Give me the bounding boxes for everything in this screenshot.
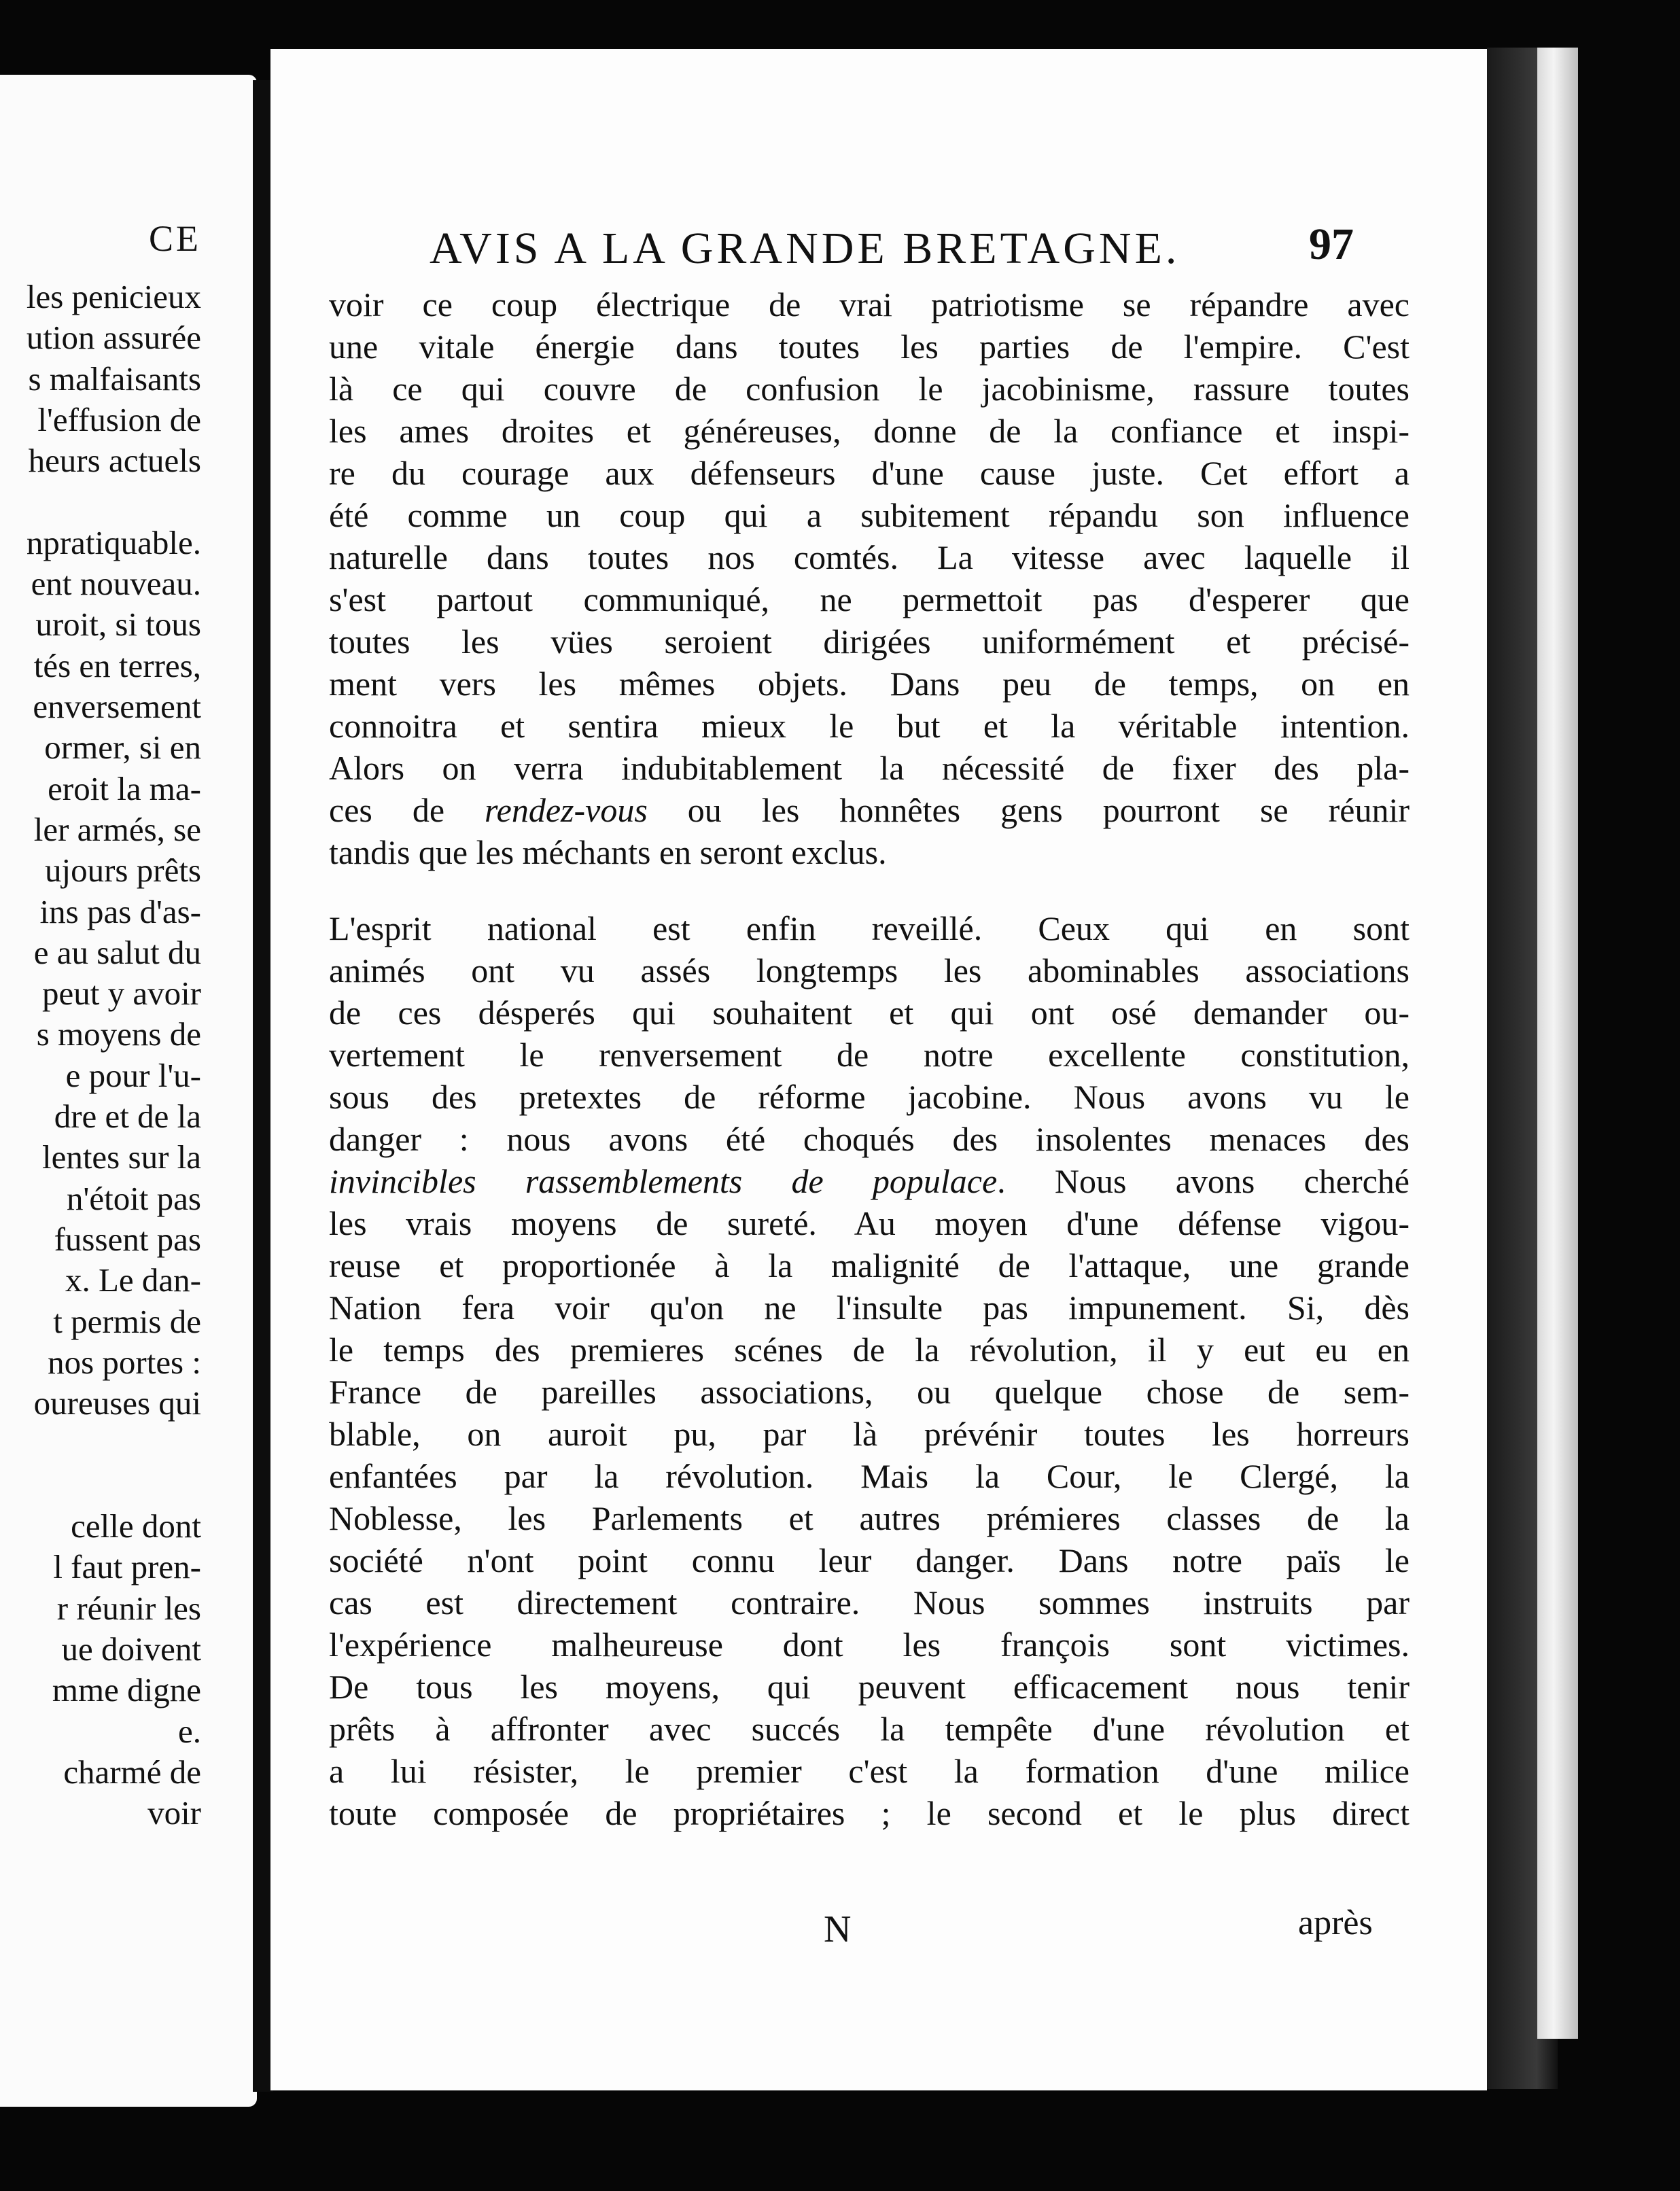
- left-page-line: s malfaisants: [28, 360, 201, 398]
- text-line: de ces désperés qui souhaitent et qui ont osé demander ou-: [329, 994, 1410, 1032]
- left-page-line: l faut pren-: [53, 1548, 201, 1586]
- text-line: L'esprit national est enfin reveillé. Ceux qui en sont: [329, 909, 1410, 947]
- text-line: cas est directement contraire. Nous sommes instruits par: [329, 1583, 1410, 1622]
- left-page-line: nos portes :: [48, 1343, 201, 1381]
- text-line: invincibles rassemblements de populace. Nous avons cherché: [329, 1162, 1410, 1200]
- italic-phrase: invincibles rassemblements de populace: [329, 1162, 998, 1200]
- left-page-line: dre et de la: [54, 1098, 201, 1135]
- left-page-line: eroit la ma-: [48, 769, 201, 807]
- left-page-line: ler armés, se: [33, 810, 201, 848]
- left-page-line: les penicieux: [26, 278, 201, 315]
- left-page-line: peut y avoir: [41, 975, 201, 1013]
- text-line: reuse et proportionée à la malignité de l'attaque, une grande: [329, 1246, 1410, 1284]
- left-page-line: heurs actuels: [28, 442, 201, 480]
- text-line: prêts à affronter avec succés la tempête d'une révolution et: [329, 1710, 1410, 1748]
- text-line: l'expérience malheureuse dont les françois sont victimes.: [329, 1626, 1410, 1664]
- left-page-line: ins pas d'as-: [39, 892, 201, 930]
- text-line: connoitra et sentira mieux le but et la véritable intention.: [329, 707, 1410, 745]
- page-block-highlight: [1537, 48, 1578, 2039]
- text-line: les ames droites et généreuses, donne de la confiance et inspi-: [329, 412, 1410, 450]
- left-page-line: s moyens de: [36, 1015, 201, 1053]
- text-line: De tous les moyens, qui peuvent efficacement nous tenir: [329, 1668, 1410, 1706]
- text-line: toutes les vües seroient dirigées uniformément et précisé-: [329, 623, 1410, 661]
- text-line: une vitale énergie dans toutes les parties de l'empire. C'est: [329, 328, 1410, 366]
- text-line: le temps des premieres scénes de la révolution, il y eut eu en: [329, 1331, 1410, 1369]
- text-line: vertement le renversement de notre excellente constitution,: [329, 1036, 1410, 1074]
- text-line: voir ce coup électrique de vrai patriotisme se répandre avec: [329, 285, 1410, 323]
- left-page-line: x. Le dan-: [65, 1261, 201, 1299]
- text-line: toute composée de propriétaires ; le second et le plus direct: [329, 1794, 1410, 1832]
- text-line: sous des pretextes de réforme jacobine. Nous avons vu le: [329, 1078, 1410, 1116]
- text-line: naturelle dans toutes nos comtés. La vitesse avec laquelle il: [329, 538, 1410, 576]
- text-line: là ce qui couvre de confusion le jacobinisme, rassure toutes: [329, 370, 1410, 408]
- left-page-line: l'effusion de: [37, 400, 201, 438]
- left-page-line: ent nouveau.: [31, 565, 201, 603]
- running-head: AVIS A LA GRANDE BRETAGNE.: [430, 224, 1180, 273]
- left-page-line: t permis de: [53, 1302, 201, 1340]
- right-page: [270, 49, 1487, 2090]
- left-page-line: e pour l'u-: [65, 1056, 201, 1094]
- text-line: blable, on auroit pu, par là prévénir toutes les horreurs: [329, 1415, 1410, 1453]
- text-line: été comme un coup qui a subitement répandu son influence: [329, 496, 1410, 534]
- left-page-line: ujours prêts: [45, 852, 201, 890]
- italic-phrase: rendez-vous: [485, 791, 648, 829]
- text-line: les vrais moyens de sureté. Au moyen d'une défense vigou-: [329, 1204, 1410, 1242]
- left-page-line: lentes sur la: [41, 1138, 201, 1176]
- left-page: [0, 75, 257, 2107]
- left-page-line: r réunir les: [56, 1589, 201, 1627]
- left-page-line: ue doivent: [61, 1630, 201, 1668]
- text-line: s'est partout communiqué, ne permettoit pas d'esperer que: [329, 580, 1410, 618]
- left-page-line: oureuses qui: [33, 1384, 201, 1422]
- text-line: tandis que les méchants en seront exclus.: [329, 833, 887, 871]
- catchword: après: [1298, 1904, 1373, 1942]
- text-line: enfantées par la révolution. Mais la Cour, le Clergé, la: [329, 1457, 1410, 1495]
- text-line: ment vers les mêmes objets. Dans peu de temps, on en: [329, 665, 1410, 703]
- text-line: re du courage aux défenseurs d'une cause juste. Cet effort a: [329, 454, 1410, 492]
- left-page-line: tés en terres,: [33, 646, 201, 684]
- text-line: Noblesse, les Parlements et autres prémieres classes de la: [329, 1499, 1410, 1537]
- left-page-line: celle dont: [71, 1507, 201, 1545]
- paragraph-1: [329, 283, 1410, 873]
- left-page-line: fussent pas: [54, 1220, 201, 1258]
- text-line: a lui résister, le premier c'est la formation d'une milice: [329, 1752, 1410, 1790]
- text-line: société n'ont point connu leur danger. Dans notre païs le: [329, 1541, 1410, 1579]
- left-page-line: ormer, si en: [44, 729, 201, 767]
- body-text: [329, 283, 1410, 1834]
- text-line: Alors on verra indubitablement la nécessité de fixer des pla-: [329, 749, 1410, 787]
- paragraph-2: [329, 907, 1410, 1834]
- left-page-line: e au salut du: [33, 933, 201, 971]
- text-line: ces de rendez-vous ou les honnêtes gens pourront se réunir: [329, 791, 1410, 829]
- left-page-line: charmé de: [63, 1753, 201, 1791]
- text-line: France de pareilles associations, ou quelque chose de sem-: [329, 1373, 1410, 1411]
- left-page-line: ution assurée: [26, 319, 201, 357]
- left-page-line: mme digne: [52, 1671, 201, 1709]
- left-page-line: e.: [178, 1712, 201, 1750]
- paragraph-gap: [329, 873, 1410, 907]
- signature-mark: N: [824, 1908, 852, 1950]
- left-page-line: npratiquable.: [26, 523, 201, 561]
- left-page-line: voir: [147, 1794, 201, 1832]
- page-number: 97: [1309, 220, 1354, 269]
- left-page-line: enversement: [33, 688, 201, 725]
- left-page-line: uroit, si tous: [35, 606, 201, 644]
- left-page-line: n'étoit pas: [67, 1179, 201, 1217]
- text-line: danger : nous avons été choqués des insolentes menaces des: [329, 1120, 1410, 1158]
- text-line: animés ont vu assés longtemps les abominables associations: [329, 951, 1410, 989]
- left-running-head: CE: [148, 218, 201, 259]
- text-line: Nation fera voir qu'on ne l'insulte pas impunement. Si, dès: [329, 1289, 1410, 1327]
